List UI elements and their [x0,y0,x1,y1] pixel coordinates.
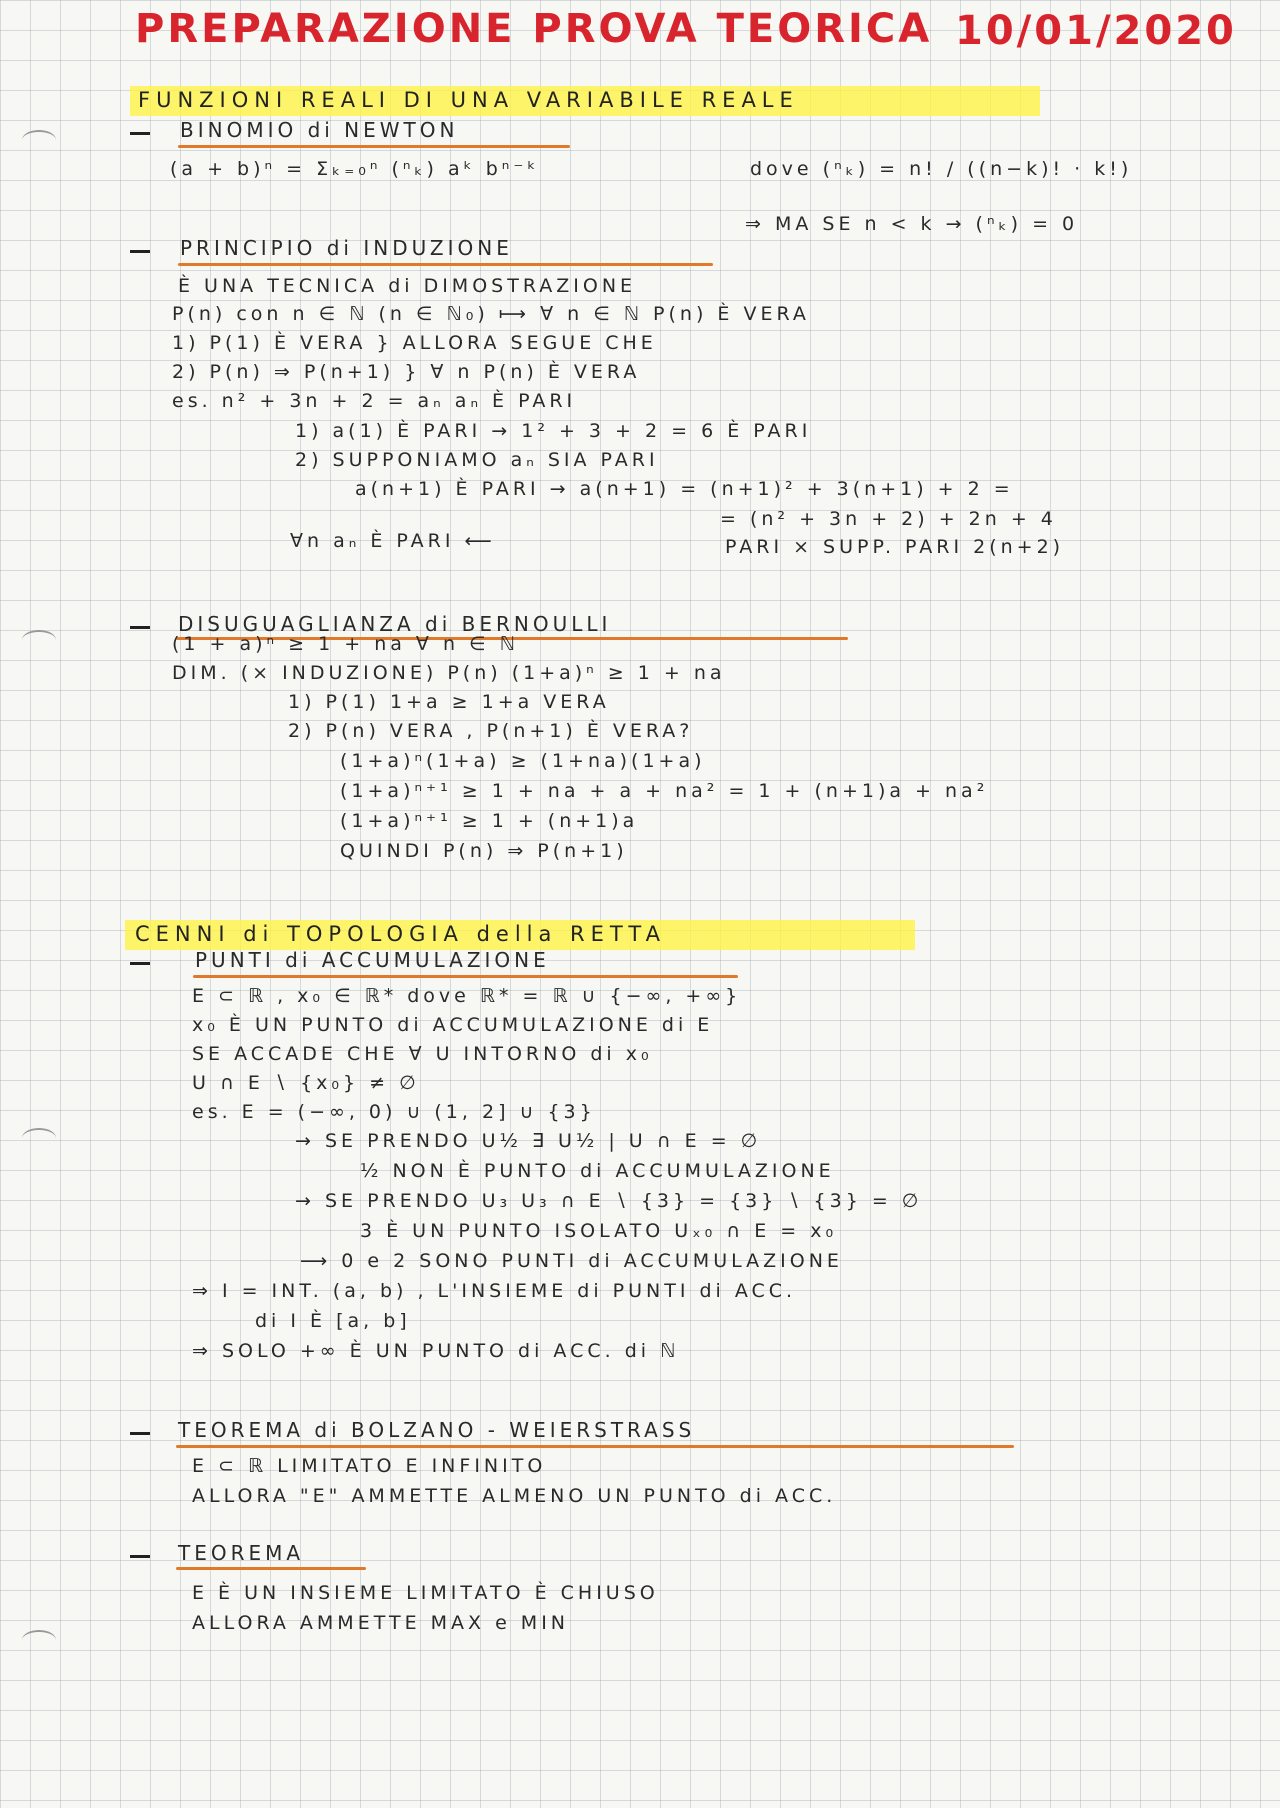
heading-binomio: BINOMIO di NEWTON [180,118,459,142]
note-line: E È UN INSIEME LIMITATO È CHIUSO [192,1582,659,1604]
note-line: DIM. (× INDUZIONE) P(n) (1+a)ⁿ ≥ 1 + na [172,662,726,684]
heading-underline [176,1567,366,1570]
note-line: 1) P(1) 1+a ≥ 1+a VERA [288,691,610,713]
note-line: ⇒ SOLO +∞ È UN PUNTO di ACC. di ℕ [192,1340,680,1362]
note-line: 3 È UN PUNTO ISOLATO Uₓ₀ ∩ E = x₀ [360,1220,838,1242]
note-line: P(n) con n ∈ ℕ (n ∈ ℕ₀) ⟼ ∀ n ∈ ℕ P(n) È VERA [172,303,810,325]
bullet-dash [130,626,150,629]
note-line: E ⊂ ℝ LIMITATO E INFINITO [192,1455,547,1477]
note-line: PARI × SUPP. PARI 2(n+2) [725,536,1065,558]
note-line: (1+a)ⁿ⁺¹ ≥ 1 + na + a + na² = 1 + (n+1)a + na² [340,780,989,802]
binder-hole [22,1630,56,1650]
note-line: (1 + a)ⁿ ≥ 1 + na ∀ n ∈ ℕ [172,633,519,655]
note-line: di I È [a, b] [255,1310,411,1332]
bullet-dash [130,1555,150,1558]
note-line: = (n² + 3n + 2) + 2n + 4 [720,508,1057,530]
heading-underline [176,1445,1014,1448]
note-line: ⟶ 0 e 2 SONO PUNTI di ACCUMULAZIONE [300,1250,843,1272]
heading-bernoulli: DISUGUAGLIANZA di BERNOULLI [178,612,612,636]
bullet-dash [130,250,150,253]
note-line: (1+a)ⁿ(1+a) ≥ (1+na)(1+a) [340,750,706,772]
note-line: es. n² + 3n + 2 = aₙ aₙ È PARI [172,390,577,412]
binder-hole [22,1128,56,1148]
heading-underline [178,145,570,148]
heading-bolzano: TEOREMA di BOLZANO - WEIERSTRASS [178,1418,696,1442]
note-line: es. E = (−∞, 0) ∪ (1, 2] ∪ {3} [192,1101,596,1123]
binder-hole [22,630,56,650]
note-line: 2) SUPPONIAMO aₙ SIA PARI [295,449,659,471]
section-title-topologia: CENNI di TOPOLOGIA della RETTA [135,922,666,946]
bullet-dash [130,132,150,135]
bullet-dash [130,1432,150,1435]
note-line: → SE PRENDO U₃ U₃ ∩ E ∖ {3} = {3} ∖ {3} = ∅ [295,1190,923,1212]
bullet-dash [130,962,150,965]
heading-teorema: TEOREMA [178,1541,305,1565]
note-line: 1) P(1) È VERA } ALLORA SEGUE CHE [172,332,657,354]
note-line: a(n+1) È PARI → a(n+1) = (n+1)² + 3(n+1) + 2 = [355,478,1014,500]
note-line: ALLORA AMMETTE MAX e MIN [192,1612,570,1634]
note-line: (1+a)ⁿ⁺¹ ≥ 1 + (n+1)a [340,810,639,832]
note-line: ALLORA "E" AMMETTE ALMENO UN PUNTO di ACC. [192,1485,837,1507]
note-line: x₀ È UN PUNTO di ACCUMULAZIONE di E [192,1014,714,1036]
page-date: 10/01/2020 [955,8,1237,54]
note-line: 1) a(1) È PARI → 1² + 3 + 2 = 6 È PARI [295,420,812,442]
note-line: E ⊂ ℝ , x₀ ∈ ℝ* dove ℝ* = ℝ ∪ {−∞, +∞} [192,985,742,1007]
note-line: ⇒ I = INT. (a, b) , L'INSIEME di PUNTI di ACC. [192,1280,797,1302]
note-line: ⇒ MA SE n < k → (ⁿₖ) = 0 [745,213,1079,235]
note-line: È UNA TECNICA di DIMOSTRAZIONE [178,275,637,297]
note-line: dove (ⁿₖ) = n! / ((n−k)! · k!) [750,158,1133,180]
note-line: 2) P(n) ⇒ P(n+1) } ∀ n P(n) È VERA [172,361,641,383]
heading-induzione: PRINCIPIO di INDUZIONE [180,236,513,260]
heading-underline [178,263,713,266]
note-line: → SE PRENDO U½ ∃ U½ | U ∩ E = ∅ [295,1130,762,1152]
note-line: QUINDI P(n) ⇒ P(n+1) [340,840,628,862]
note-line: SE ACCADE CHE ∀ U INTORNO di x₀ [192,1043,653,1065]
note-line: (a + b)ⁿ = Σₖ₌₀ⁿ (ⁿₖ) aᵏ bⁿ⁻ᵏ [170,158,540,180]
note-line: ∀n aₙ È PARI ⟵ [290,530,496,552]
heading-underline [193,975,738,978]
note-line: U ∩ E ∖ {x₀} ≠ ∅ [192,1072,420,1094]
note-line: 2) P(n) VERA , P(n+1) È VERA? [288,720,694,742]
heading-accumulazione: PUNTI di ACCUMULAZIONE [195,948,550,972]
binder-hole [22,130,56,150]
note-line: ½ NON È PUNTO di ACCUMULAZIONE [360,1160,835,1182]
section-title-funzioni: FUNZIONI REALI DI UNA VARIABILE REALE [138,88,799,112]
page-title: PREPARAZIONE PROVA TEORICA [135,6,933,52]
